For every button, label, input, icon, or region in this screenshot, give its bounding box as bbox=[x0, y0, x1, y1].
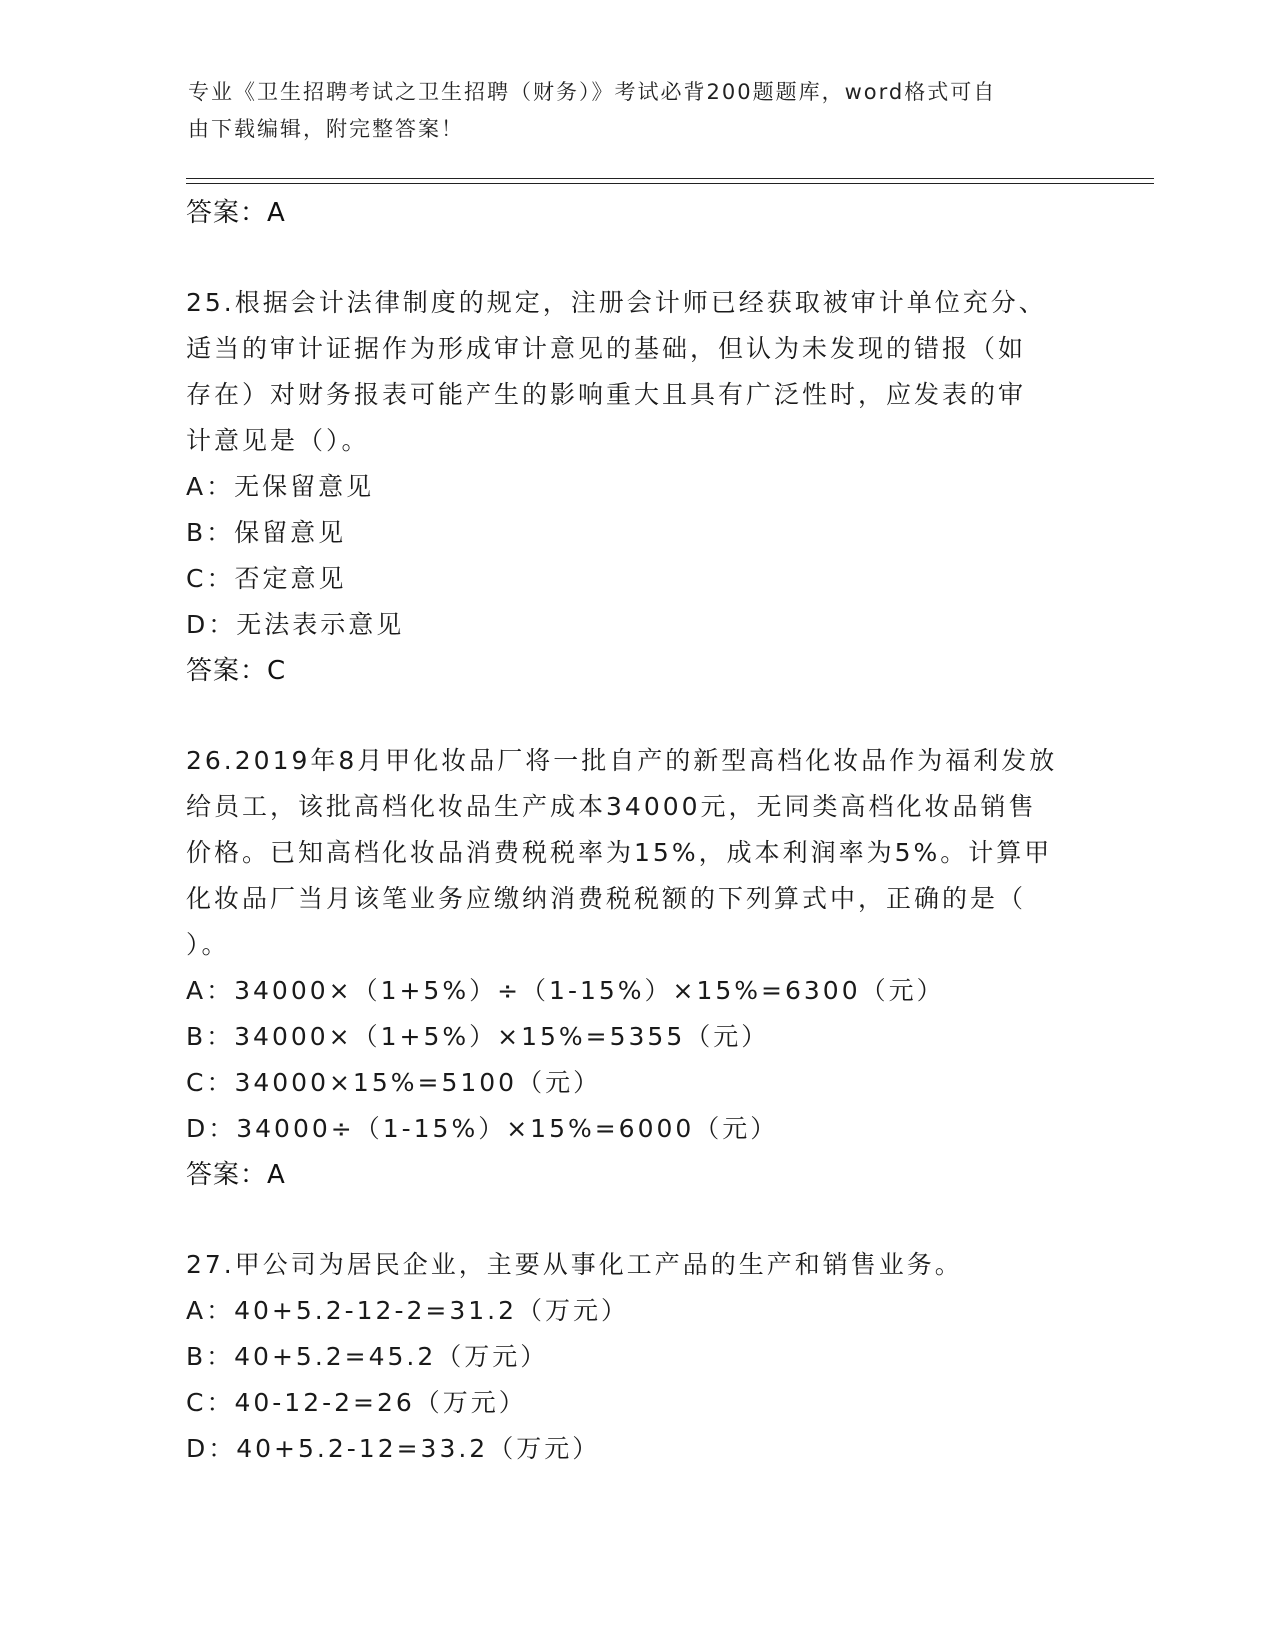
header-line-1: 专业《卫生招聘考试之卫生招聘（财务）》考试必背200题题库，word格式可自 bbox=[188, 80, 997, 104]
question-text-line: 适当的审计证据作为形成审计意见的基础，但认为未发现的错报（如 bbox=[186, 334, 1027, 363]
answer-q25: 答案：C bbox=[186, 656, 287, 686]
option-b: B：34000×（1+5%）×15%=5355（元） bbox=[186, 1022, 770, 1051]
question-text-line: 给员工，该批高档化妆品生产成本34000元，无同类高档化妆品销售 bbox=[186, 792, 1037, 821]
option-a: A：34000×（1+5%）÷（1-15%）×15%=6300（元） bbox=[186, 976, 945, 1005]
header-line-2: 由下载编辑，附完整答案！ bbox=[188, 117, 464, 141]
option-d: D：34000÷（1-15%）×15%=6000（元） bbox=[186, 1114, 779, 1143]
question-text-line: 价格。已知高档化妆品消费税税率为15%，成本利润率为5%。计算甲 bbox=[186, 838, 1053, 867]
option-c: C：否定意见 bbox=[186, 564, 347, 593]
question-26-stem bbox=[186, 738, 1086, 968]
question-text-line: 25.根据会计法律制度的规定，注册会计师已经获取被审计单位充分、 bbox=[186, 288, 1047, 317]
document-header bbox=[188, 74, 1068, 148]
question-25 bbox=[186, 280, 1086, 648]
answer-q26: 答案：A bbox=[186, 1160, 286, 1190]
question-text-line: 27.甲公司为居民企业，主要从事化工产品的生产和销售业务。 bbox=[186, 1250, 963, 1279]
option-c: C：34000×15%=5100（元） bbox=[186, 1068, 602, 1097]
option-a: A：无保留意见 bbox=[186, 472, 375, 501]
option-c: C：40-12-2=26（万元） bbox=[186, 1388, 527, 1417]
question-text-line: 计意见是（）。 bbox=[186, 426, 370, 455]
option-b: B：40+5.2=45.2（万元） bbox=[186, 1342, 549, 1371]
question-26 bbox=[186, 738, 1086, 1152]
option-d: D：无法表示意见 bbox=[186, 610, 405, 639]
question-text-line: 化妆品厂当月该笔业务应缴纳消费税税额的下列算式中，正确的是（ bbox=[186, 884, 1027, 913]
question-text-line: 存在）对财务报表可能产生的影响重大且具有广泛性时，应发表的审 bbox=[186, 380, 1027, 409]
option-a: A：40+5.2-12-2=31.2（万元） bbox=[186, 1296, 629, 1325]
option-b: B：保留意见 bbox=[186, 518, 347, 547]
header-rule-top bbox=[186, 178, 1154, 179]
answer-q24: 答案：A bbox=[186, 198, 286, 228]
header-rule-bottom bbox=[186, 183, 1154, 184]
document-body bbox=[186, 190, 1086, 1472]
option-d: D：40+5.2-12=33.2（万元） bbox=[186, 1434, 601, 1463]
question-27-stem bbox=[186, 1242, 1086, 1288]
question-27 bbox=[186, 1242, 1086, 1472]
question-25-stem bbox=[186, 280, 1086, 464]
question-text-line: 26.2019年8月甲化妆品厂将一批自产的新型高档化妆品作为福利发放 bbox=[186, 746, 1058, 775]
question-text-line: ）。 bbox=[186, 930, 230, 959]
